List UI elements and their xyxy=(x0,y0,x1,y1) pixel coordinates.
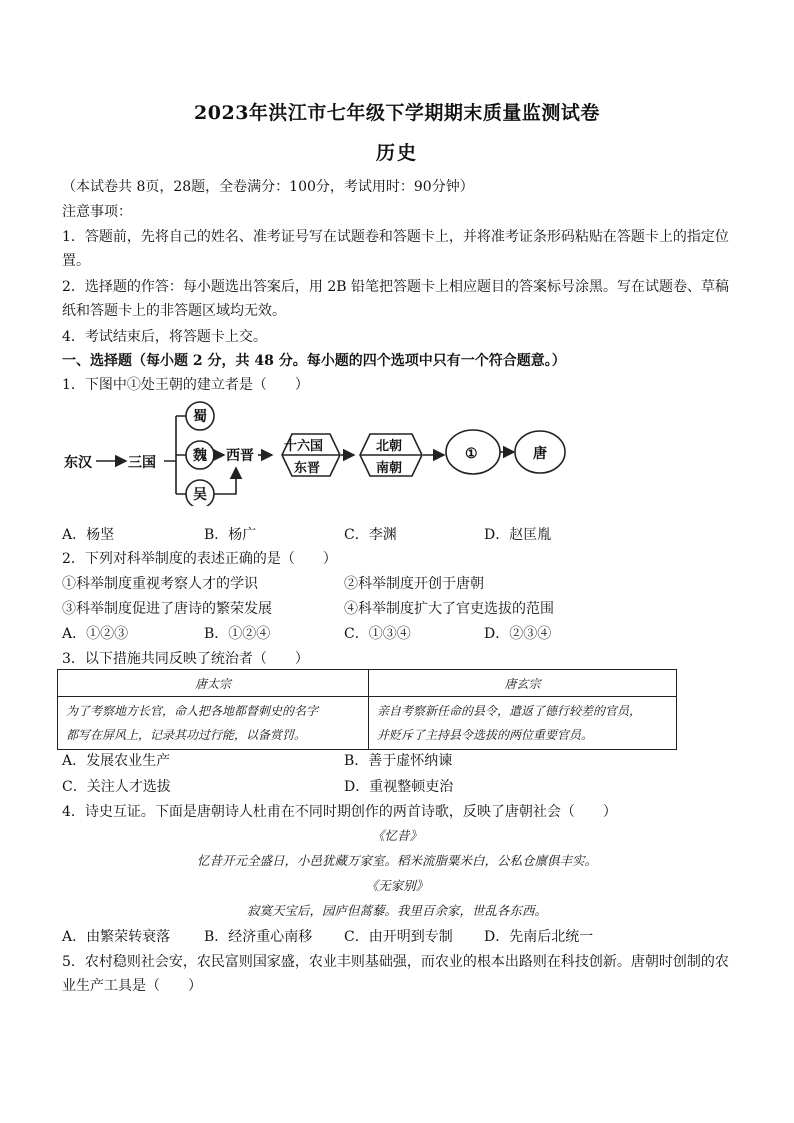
q4-option-b[interactable]: B．经济重心南移 xyxy=(204,929,313,945)
q2-statement-3: ③科举制度促进了唐诗的繁荣发展 xyxy=(62,601,272,617)
notice-item-1-line-2: 置。 xyxy=(62,253,90,269)
node-shiliuguo: 十六国 xyxy=(284,439,324,454)
q3-option-c[interactable]: C．关注人才选拔 xyxy=(62,779,171,795)
q5-stem-line-2: 业生产工具是（ ） xyxy=(62,978,202,994)
section-1-heading: 一、选择题（每小题 2 分，共 48 分。每小题的四个选项中只有一个符合题意。） xyxy=(62,353,566,369)
q3-xuanzong-line-1: 亲自考察新任命的县令，遣返了德行较差的官员， xyxy=(377,704,642,718)
q1-option-d[interactable]: D．赵匡胤 xyxy=(484,527,552,543)
q3-xuanzong-line-2: 并贬斥了主持县令选拔的两位重要官员。 xyxy=(377,728,594,742)
node-circle-1: ① xyxy=(465,446,478,462)
node-donghan: 东汉 xyxy=(64,455,92,471)
node-dongjin: 东晋 xyxy=(294,461,321,476)
q3-option-b[interactable]: B．善于虚怀纳谏 xyxy=(344,753,453,769)
node-nanchao: 南朝 xyxy=(376,461,403,476)
exam-title: 2023年洪江市七年级下学期期末质量监测试卷 xyxy=(194,102,600,124)
node-shu: 蜀 xyxy=(193,409,207,425)
q2-statement-1: ①科举制度重视考察人才的学识 xyxy=(62,576,258,592)
q3-taizong-line-1: 为了考察地方长官，命人把各地都督刺史的名字 xyxy=(66,704,319,718)
q3-header-taizong: 唐太宗 xyxy=(58,670,369,697)
arrow-wu-xijin xyxy=(214,468,236,494)
q4-poem-1-text: 忆昔开元全盛日，小邑犹藏万家室。稻米流脂粟米白，公私仓廪俱丰实。 xyxy=(196,853,597,868)
q5-stem-line-1: 5．农村稳则社会安，农民富则国家盛，农业丰则基础强，而农业的根本出路则在科技创新。唐朝时创制的农 xyxy=(62,954,729,970)
q1-option-a[interactable]: A．杨坚 xyxy=(62,527,115,543)
exam-subject: 历史 xyxy=(375,142,418,164)
q2-option-d[interactable]: D．②③④ xyxy=(484,626,552,642)
sanguo-bracket xyxy=(164,416,186,494)
q3-taizong-line-2: 都写在屏风上，记录其功过行能，以备赏罚。 xyxy=(66,728,307,742)
q2-statement-4: ④科举制度扩大了官吏选拔的范围 xyxy=(344,601,554,617)
q2-option-c[interactable]: C．①③④ xyxy=(344,626,411,642)
node-wei: 魏 xyxy=(193,448,207,464)
q4-poem-1-title: 《忆昔》 xyxy=(371,828,422,843)
q4-option-d[interactable]: D．先南后北统一 xyxy=(484,929,594,945)
q1-option-b[interactable]: B．杨广 xyxy=(204,527,257,543)
q4-option-a[interactable]: A．由繁荣转衰落 xyxy=(62,929,171,945)
q3-header-xuanzong: 唐玄宗 xyxy=(369,670,677,697)
node-sanguo: 三国 xyxy=(128,455,156,471)
dynasty-flow-diagram xyxy=(60,398,580,506)
notice-heading: 注意事项： xyxy=(62,204,132,220)
q4-option-c[interactable]: C．由开明到专制 xyxy=(344,929,453,945)
node-beichao: 北朝 xyxy=(376,439,403,454)
node-wu: 吴 xyxy=(193,487,207,503)
q1-stem: 1．下图中①处王朝的建立者是（ ） xyxy=(62,377,309,393)
q2-option-a[interactable]: A．①②③ xyxy=(62,626,129,642)
notice-item-2-line-2: 纸和答题卡上的非答题区域均无效。 xyxy=(62,303,286,319)
q3-measures-table xyxy=(57,669,677,750)
notice-item-4: 4．考试结束后，将答题卡上交。 xyxy=(62,329,267,345)
q2-stem: 2．下列对科举制度的表述正确的是（ ） xyxy=(62,551,337,567)
q3-cell-taizong xyxy=(58,697,369,750)
q4-poem-2-text: 寂寞天宝后，园庐但蒿藜。我里百余家，世乱各东西。 xyxy=(246,903,547,918)
q2-statement-2: ②科举制度开创于唐朝 xyxy=(344,576,484,592)
q3-option-a[interactable]: A．发展农业生产 xyxy=(62,753,171,769)
q4-poem-2-title: 《无家别》 xyxy=(365,878,429,893)
notice-item-1-line-1: 1．答题前，先将自己的姓名、准考证号写在试题卷和答题卡上，并将准考证条形码粘贴在答题卡上的指定位 xyxy=(62,229,729,245)
notice-item-2-line-1: 2．选择题的作答：每小题选出答案后，用 2B 铅笔把答题卡上相应题目的答案标号涂黑。写在试题卷、草稿 xyxy=(62,279,730,295)
q3-stem: 3．以下措施共同反映了统治者（ ） xyxy=(62,651,309,667)
q3-option-d[interactable]: D．重视整顿吏治 xyxy=(344,779,454,795)
node-xijin: 西晋 xyxy=(226,448,254,464)
exam-info: （本试卷共 8页，28题，全卷满分：100分，考试用时：90分钟） xyxy=(62,179,474,195)
q1-option-c[interactable]: C．李渊 xyxy=(344,527,397,543)
q3-cell-xuanzong xyxy=(369,697,677,750)
q2-option-b[interactable]: B．①②④ xyxy=(204,626,271,642)
node-tang: 唐 xyxy=(533,446,547,462)
q4-stem: 4．诗史互证。下面是唐朝诗人杜甫在不同时期创作的两首诗歌，反映了唐朝社会（ ） xyxy=(62,804,617,820)
